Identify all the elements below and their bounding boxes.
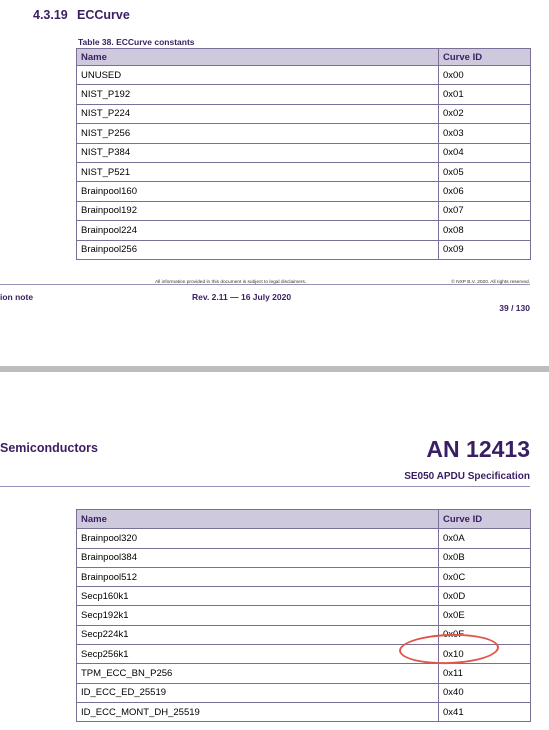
cell-curve-id: 0x05 xyxy=(439,162,531,181)
table-row xyxy=(77,567,531,586)
table-caption: Table 38. ECCurve constants xyxy=(78,37,195,47)
table-row xyxy=(77,182,531,201)
table-header-row xyxy=(77,49,531,66)
cell-curve-id: 0x0C xyxy=(439,567,531,586)
header-divider xyxy=(0,486,530,487)
cell-curve-id: 0x04 xyxy=(439,143,531,162)
cell-curve-id: 0x0E xyxy=(439,606,531,625)
page-separator xyxy=(0,366,549,372)
table-row xyxy=(77,221,531,240)
page-number: 39 / 130 xyxy=(499,303,530,313)
cell-curve-id: 0x10 xyxy=(439,645,531,664)
cell-curve-id: 0x40 xyxy=(439,683,531,702)
cell-curve-id: 0x00 xyxy=(439,66,531,85)
cell-curve-id: 0x03 xyxy=(439,124,531,143)
document-number: AN 12413 xyxy=(426,436,530,462)
cell-curve-id: 0x0B xyxy=(439,548,531,567)
cell-name: ID_ECC_MONT_DH_25519 xyxy=(77,702,439,721)
table-row xyxy=(77,606,531,625)
cell-curve-id: 0x07 xyxy=(439,201,531,220)
cell-name: NIST_P384 xyxy=(77,143,439,162)
cell-name: Brainpool512 xyxy=(77,567,439,586)
cell-name: UNUSED xyxy=(77,66,439,85)
cell-name: ID_ECC_ED_25519 xyxy=(77,683,439,702)
footer-divider xyxy=(0,284,530,285)
cell-name: Secp160k1 xyxy=(77,587,439,606)
cell-name: Brainpool256 xyxy=(77,240,439,259)
column-header-name: Name xyxy=(77,49,439,66)
table-row xyxy=(77,664,531,683)
company-name: Semiconductors xyxy=(0,441,98,455)
table-row xyxy=(77,162,531,181)
eccurve-constants-table xyxy=(76,48,531,260)
table-row xyxy=(77,240,531,259)
cell-name: Secp256k1 xyxy=(77,645,439,664)
table-row xyxy=(77,124,531,143)
cell-curve-id: 0x0D xyxy=(439,587,531,606)
column-header-name: Name xyxy=(77,510,439,529)
cell-name: TPM_ECC_BN_P256 xyxy=(77,664,439,683)
cell-curve-id: 0x0F xyxy=(439,625,531,644)
cell-name: Brainpool320 xyxy=(77,529,439,548)
table-row xyxy=(77,548,531,567)
cell-curve-id: 0x41 xyxy=(439,702,531,721)
table-row xyxy=(77,683,531,702)
section-title: ECCurve xyxy=(77,8,130,22)
cell-name: NIST_P256 xyxy=(77,124,439,143)
copyright-notice: © NXP B.V. 2020. All rights reserved. xyxy=(451,280,530,285)
cell-name: Brainpool224 xyxy=(77,221,439,240)
eccurve-constants-table-continued xyxy=(76,509,531,722)
cell-curve-id: 0x08 xyxy=(439,221,531,240)
cell-name: NIST_P224 xyxy=(77,104,439,123)
cell-curve-id: 0x06 xyxy=(439,182,531,201)
cell-name: Secp192k1 xyxy=(77,606,439,625)
table-row xyxy=(77,587,531,606)
section-heading xyxy=(33,8,130,22)
cell-name: NIST_P192 xyxy=(77,85,439,104)
cell-name: Brainpool192 xyxy=(77,201,439,220)
column-header-curve-id: Curve ID xyxy=(439,49,531,66)
column-header-curve-id: Curve ID xyxy=(439,510,531,529)
cell-name: Secp224k1 xyxy=(77,625,439,644)
cell-name: Brainpool384 xyxy=(77,548,439,567)
cell-name: Brainpool160 xyxy=(77,182,439,201)
cell-curve-id: 0x09 xyxy=(439,240,531,259)
table-header-row xyxy=(77,510,531,529)
document-title: SE050 APDU Specification xyxy=(404,471,530,482)
table-row xyxy=(77,143,531,162)
table-row xyxy=(77,85,531,104)
cell-name: NIST_P521 xyxy=(77,162,439,181)
revision-date: Rev. 2.11 — 16 July 2020 xyxy=(192,292,292,302)
cell-curve-id: 0x01 xyxy=(439,85,531,104)
cell-curve-id: 0x0A xyxy=(439,529,531,548)
table-row xyxy=(77,104,531,123)
cell-curve-id: 0x11 xyxy=(439,664,531,683)
table-row xyxy=(77,201,531,220)
cell-curve-id: 0x02 xyxy=(439,104,531,123)
table-row xyxy=(77,702,531,721)
legal-disclaimer: All information provided in this document is subject to legal disclaimers. xyxy=(155,280,307,285)
table-row xyxy=(77,529,531,548)
document-type: ion note xyxy=(0,292,34,302)
table-row xyxy=(77,66,531,85)
section-number: 4.3.19 xyxy=(33,8,68,22)
